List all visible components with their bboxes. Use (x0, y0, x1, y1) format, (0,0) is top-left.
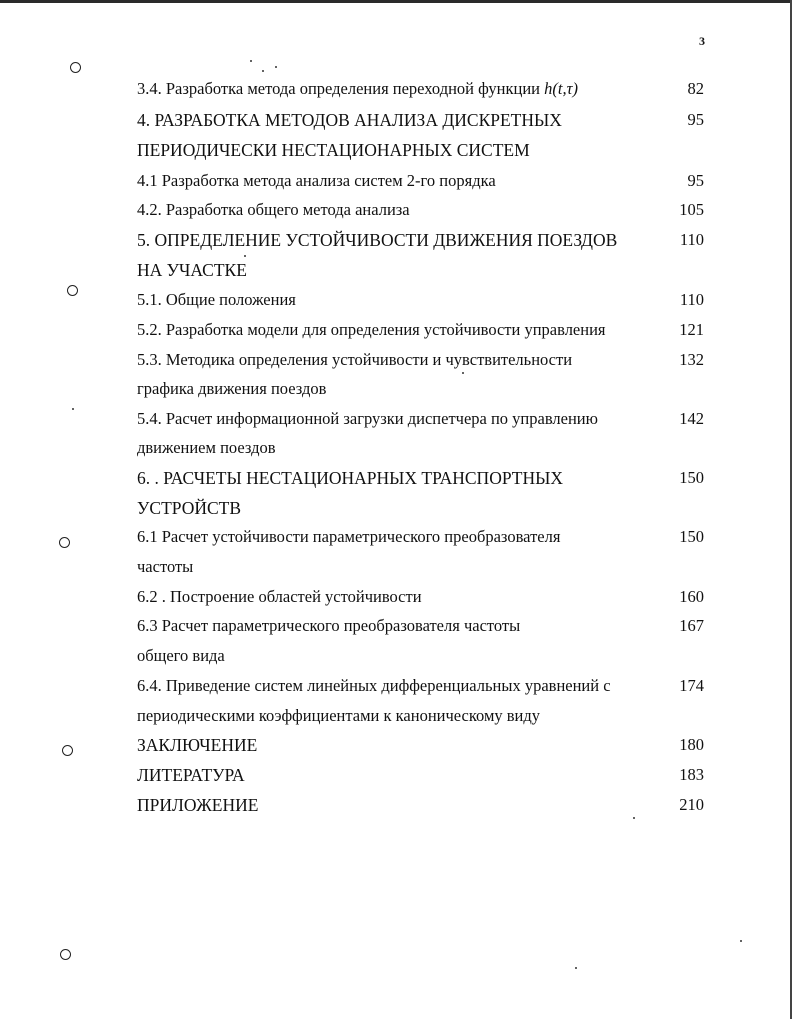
toc-page-number: 110 (679, 290, 704, 309)
toc-page-number: 160 (679, 587, 704, 606)
scan-speck (262, 70, 264, 72)
toc-line-text: ЗАКЛЮЧЕНИЕ (137, 735, 258, 755)
toc-page-number: 110 (679, 230, 704, 249)
scan-speck (740, 940, 742, 942)
toc-page-number: 180 (679, 735, 704, 754)
toc-line-text: 6.4. Приведение систем линейных дифференциальных уравнений с (137, 676, 611, 695)
toc-page-number: 132 (679, 350, 704, 369)
toc-page-number: 105 (679, 200, 704, 219)
toc-line-text: 4.1 Разработка метода анализа систем 2-го порядка (137, 171, 496, 190)
toc-line-text: ПРИЛОЖЕНИЕ (137, 795, 259, 815)
toc-line (0, 525, 792, 549)
toc-line (0, 138, 792, 162)
toc-line-text: НА УЧАСТКЕ (137, 260, 247, 280)
toc-page-number: 167 (679, 616, 704, 635)
toc-line (0, 228, 792, 252)
toc-line (0, 198, 792, 222)
toc-line-text: 4. РАЗРАБОТКА МЕТОДОВ АНАЛИЗА ДИСКРЕТНЫХ (137, 110, 562, 130)
toc-line (0, 258, 792, 282)
toc-line-text: 5.2. Разработка модели для определения устойчивости управления (137, 320, 606, 339)
scan-speck (250, 60, 252, 62)
toc-line (0, 169, 792, 193)
toc-line (0, 407, 792, 431)
toc-line (0, 674, 792, 698)
toc-line (0, 436, 792, 460)
toc-page-number: 150 (679, 468, 704, 487)
binder-hole-icon (70, 62, 81, 73)
toc-line-text: 5.3. Методика определения устойчивости и чувствительности (137, 350, 573, 369)
toc-line (0, 108, 792, 132)
toc-line (0, 585, 792, 609)
toc-line-text: 5.4. Расчет информационной загрузки диспетчера по управлению (137, 409, 598, 428)
toc-line (0, 763, 792, 787)
toc-line-text: УСТРОЙСТВ (137, 498, 242, 518)
toc-page-number: 183 (679, 765, 704, 784)
toc-line-text: ЛИТЕРАТУРА (137, 765, 245, 785)
toc-line (0, 318, 792, 342)
toc-line (0, 377, 792, 401)
scan-speck (244, 255, 246, 257)
toc-math-formula: h(t,τ) (544, 79, 578, 98)
toc-line (0, 348, 792, 372)
toc-line (0, 793, 792, 817)
toc-line-text: 5.1. Общие положения (137, 290, 296, 309)
toc-line-text: 6.3 Расчет параметрического преобразователя частоты (137, 616, 521, 635)
toc-line-text: общего вида (137, 646, 225, 665)
toc-line-text: 4.2. Разработка общего метода анализа (137, 200, 410, 219)
toc-line (0, 77, 792, 101)
toc-page-number: 121 (679, 320, 704, 339)
toc-line-text: 6. . РАСЧЕТЫ НЕСТАЦИОНАРНЫХ ТРАНСПОРТНЫХ (137, 468, 564, 488)
scan-speck (462, 372, 464, 374)
toc-line-text: частоты (137, 557, 194, 576)
toc-page-number: 95 (687, 171, 704, 190)
toc-line (0, 704, 792, 728)
toc-line (0, 555, 792, 579)
scan-speck (633, 817, 635, 819)
toc-line-text: графика движения поездов (137, 379, 327, 398)
toc-line-text: периодическими коэффициентами к каноническому виду (137, 706, 541, 725)
toc-page-number: 174 (679, 676, 704, 695)
toc-line-text: 5. ОПРЕДЕЛЕНИЕ УСТОЙЧИВОСТИ ДВИЖЕНИЯ ПОЕЗДОВ (137, 230, 618, 250)
toc-line-text: 6.1 Расчет устойчивости параметрического преобразователя (137, 527, 561, 546)
binder-hole-icon (60, 949, 71, 960)
toc-line-text: 6.2 . Построение областей устойчивости (137, 587, 422, 606)
toc-page-number: 95 (687, 110, 704, 129)
toc-line-text: движением поездов (137, 438, 276, 457)
page-number: 3 (699, 34, 705, 48)
toc-line (0, 496, 792, 520)
toc-line (0, 288, 792, 312)
page-top-edge (0, 0, 792, 3)
toc-line-text: ПЕРИОДИЧЕСКИ НЕСТАЦИОНАРНЫХ СИСТЕМ (137, 140, 530, 160)
toc-line (0, 466, 792, 490)
scan-speck (575, 967, 577, 969)
toc-line (0, 644, 792, 668)
toc-page-number: 150 (679, 527, 704, 546)
toc-page-number: 142 (679, 409, 704, 428)
toc-line (0, 614, 792, 638)
toc-line-text: 3.4. Разработка метода определения переходной функции (137, 79, 545, 98)
scan-speck (275, 66, 277, 68)
toc-line (0, 733, 792, 757)
toc-page-number: 210 (679, 795, 704, 814)
toc-page-number: 82 (687, 79, 704, 98)
